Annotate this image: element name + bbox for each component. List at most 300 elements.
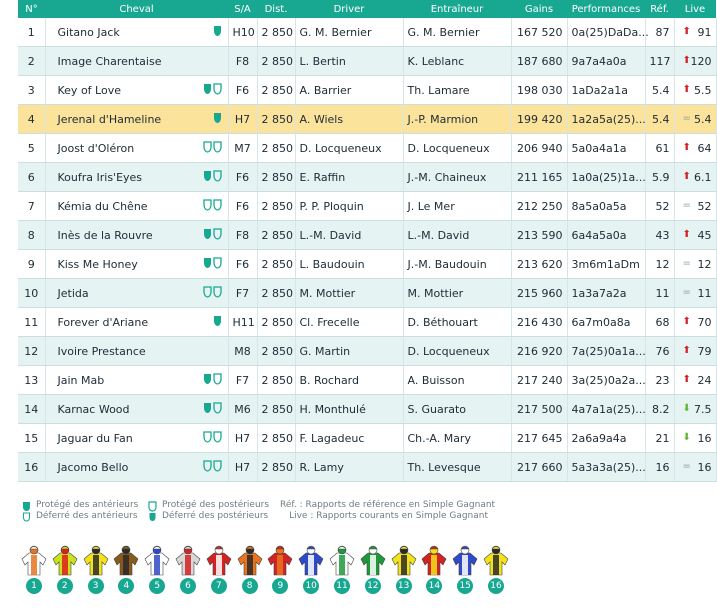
- runner-name-cell[interactable]: [45, 424, 228, 453]
- runner-name[interactable]: Jain Mab: [57, 373, 105, 387]
- col-sa[interactable]: S/A: [228, 0, 257, 18]
- legend-ref-note: Réf. : Rapports de référence en Simple Gagnant: [280, 500, 496, 510]
- live-odds-value: 52: [697, 199, 712, 213]
- silk-jacket[interactable]: [482, 545, 510, 595]
- runner-ref-odds: 76: [645, 337, 674, 366]
- runner-trainer[interactable]: D. Locqueneux: [403, 134, 511, 163]
- shoe-back-icon: [203, 199, 212, 211]
- runner-num: 3: [18, 76, 45, 105]
- shoe-back-icon: [213, 228, 222, 240]
- runner-driver[interactable]: G. Martin: [295, 337, 403, 366]
- runner-live-odds: [674, 366, 716, 395]
- shoe-front-icon: [213, 315, 222, 327]
- live-odds-value: 64: [697, 141, 712, 155]
- jockey-silk-icon: [205, 545, 233, 577]
- runner-dist: 2 850: [257, 18, 295, 47]
- silk-jacket[interactable]: [143, 545, 171, 595]
- runner-live-odds: [674, 47, 716, 76]
- table-row[interactable]: [18, 250, 716, 279]
- table-row[interactable]: [18, 76, 716, 105]
- runner-name-cell[interactable]: [45, 134, 228, 163]
- silk-number-badge: 10: [303, 578, 319, 594]
- runner-name-cell[interactable]: [45, 192, 228, 221]
- runner-trainer[interactable]: K. Leblanc: [403, 47, 511, 76]
- silk-jacket[interactable]: [112, 545, 140, 595]
- trend-up-icon: ⬆: [682, 26, 691, 37]
- runner-name-cell[interactable]: [45, 18, 228, 47]
- runner-name-cell[interactable]: [45, 163, 228, 192]
- shoe-status: [212, 315, 222, 330]
- jockey-silk-icon: [451, 545, 479, 577]
- runner-driver[interactable]: E. Raffin: [295, 163, 403, 192]
- runner-num: 14: [18, 395, 45, 424]
- live-odds-value: 91: [697, 25, 712, 39]
- runner-trainer[interactable]: D. Locqueneux: [403, 337, 511, 366]
- runner-trainer[interactable]: J.-M. Baudouin: [403, 250, 511, 279]
- shoe-status: [212, 25, 222, 40]
- shoe-front-icon: [203, 170, 212, 182]
- runner-ref-odds: 61: [645, 134, 674, 163]
- table-row[interactable]: [18, 337, 716, 366]
- shoe-status: [202, 170, 222, 185]
- silk-number-badge: 8: [242, 578, 258, 594]
- runner-gains: 215 960: [511, 279, 567, 308]
- live-odds-value: 5.5: [694, 83, 712, 97]
- shoe-back-icon: [213, 141, 222, 153]
- runner-num: 13: [18, 366, 45, 395]
- trend-up-icon: ⬆: [682, 374, 691, 385]
- runner-num: 15: [18, 424, 45, 453]
- legend-protege-posterieurs: Protégé des postérieurs: [162, 500, 270, 510]
- runner-name-cell[interactable]: [45, 221, 228, 250]
- runner-live-odds: [674, 453, 716, 482]
- silk-number-badge: 1: [26, 578, 42, 594]
- runner-trainer[interactable]: Th. Levesque: [403, 453, 511, 482]
- runner-name-cell[interactable]: [45, 308, 228, 337]
- jockey-silk-icon: [143, 545, 171, 577]
- shoe-front-icon: [203, 83, 212, 95]
- trend-up-icon: ⬆: [682, 316, 691, 327]
- runner-sa: H7: [228, 105, 257, 134]
- trend-up-icon: ⬆: [682, 55, 691, 66]
- runner-performances: 1a0a(25)1a...: [567, 163, 645, 192]
- live-odds-value: 24: [697, 373, 712, 387]
- jockey-silk-icon: [174, 545, 202, 577]
- runner-sa: F6: [228, 250, 257, 279]
- table-row[interactable]: [18, 18, 716, 47]
- runner-driver[interactable]: D. Locqueneux: [295, 134, 403, 163]
- table-row[interactable]: [18, 308, 716, 337]
- runner-dist: 2 850: [257, 221, 295, 250]
- runner-sa: M8: [228, 337, 257, 366]
- runner-live-odds: [674, 105, 716, 134]
- shoe-back-icon: [213, 83, 222, 95]
- runner-performances: 1aDa2a1a: [567, 76, 645, 105]
- runner-sa: H7: [228, 424, 257, 453]
- legend-notes: [280, 500, 496, 522]
- runner-gains: 217 660: [511, 453, 567, 482]
- live-odds-value: 16: [697, 431, 712, 445]
- col-num[interactable]: N°: [18, 0, 45, 18]
- runner-ref-odds: 43: [645, 221, 674, 250]
- col-ref[interactable]: Réf.: [645, 0, 674, 18]
- runner-gains: 213 590: [511, 221, 567, 250]
- silk-number-badge: 12: [365, 578, 381, 594]
- runner-performances: 7a(25)0a1a...: [567, 337, 645, 366]
- runner-num: 11: [18, 308, 45, 337]
- legend-protege-anterieurs: Protégé des antérieurs: [36, 500, 139, 510]
- silk-number-badge: 6: [180, 578, 196, 594]
- shoe-back-icon: [203, 431, 212, 443]
- runner-performances: 4a7a1a(25)...: [567, 395, 645, 424]
- jockey-silk-icon: [236, 545, 264, 577]
- runner-ref-odds: 117: [645, 47, 674, 76]
- runner-live-odds: [674, 395, 716, 424]
- runner-dist: 2 850: [257, 279, 295, 308]
- runner-dist: 2 850: [257, 453, 295, 482]
- silk-jacket[interactable]: [205, 545, 233, 595]
- silks-row: [18, 545, 538, 595]
- shoe-back-icon: [213, 286, 222, 298]
- shoe-front-icon: [213, 112, 222, 124]
- runner-name[interactable]: Karnac Wood: [57, 402, 130, 416]
- runner-driver[interactable]: M. Mottier: [295, 279, 403, 308]
- runner-sa: M7: [228, 134, 257, 163]
- runner-name[interactable]: Ivoire Prestance: [57, 344, 146, 358]
- table-row[interactable]: [18, 366, 716, 395]
- live-odds-value: 70: [697, 315, 712, 329]
- runner-performances: 1a2a5a(25)...: [567, 105, 645, 134]
- shoe-front-icon: [203, 257, 212, 269]
- col-dist[interactable]: Dist.: [257, 0, 295, 18]
- runner-driver[interactable]: P. P. Ploquin: [295, 192, 403, 221]
- shoe-back-icon: [213, 199, 222, 211]
- silk-number-badge: 5: [149, 578, 165, 594]
- shoe-front-icon: [213, 25, 222, 37]
- shoe-status: [202, 228, 222, 243]
- runner-driver[interactable]: F. Lagadeuc: [295, 424, 403, 453]
- trend-up-icon: ⬆: [682, 229, 691, 240]
- runner-name[interactable]: Jacomo Bello: [57, 460, 129, 474]
- runner-num: 5: [18, 134, 45, 163]
- col-driver[interactable]: Driver: [295, 0, 403, 18]
- runner-gains: 167 520: [511, 18, 567, 47]
- silk-jacket[interactable]: [82, 545, 110, 595]
- shoe-front-icon: [22, 501, 31, 523]
- table-row[interactable]: [18, 453, 716, 482]
- runner-num: 6: [18, 163, 45, 192]
- shoe-status: [202, 431, 222, 446]
- trend-equal-icon: =: [682, 461, 691, 472]
- trend-equal-icon: =: [682, 258, 691, 269]
- trend-up-icon: ⬆: [682, 142, 691, 153]
- runner-trainer[interactable]: J.-M. Chaineux: [403, 163, 511, 192]
- jockey-silk-icon: [266, 545, 294, 577]
- jockey-silk-icon: [359, 545, 387, 577]
- col-cheval[interactable]: Cheval: [45, 0, 228, 18]
- jockey-silk-icon: [112, 545, 140, 577]
- live-odds-value: 79: [697, 344, 712, 358]
- shoe-back-icon: [148, 501, 157, 523]
- runner-gains: 206 940: [511, 134, 567, 163]
- jockey-silk-icon: [328, 545, 356, 577]
- runner-trainer[interactable]: D. Béthouart: [403, 308, 511, 337]
- table-row[interactable]: [18, 134, 716, 163]
- runner-dist: 2 850: [257, 337, 295, 366]
- runner-sa: F7: [228, 279, 257, 308]
- silk-jacket[interactable]: [297, 545, 325, 595]
- runner-gains: 212 250: [511, 192, 567, 221]
- runner-gains: 199 420: [511, 105, 567, 134]
- runner-name-cell[interactable]: [45, 250, 228, 279]
- runner-name[interactable]: Jaguar du Fan: [57, 431, 133, 445]
- runner-dist: 2 850: [257, 76, 295, 105]
- live-odds-value: 45: [697, 228, 712, 242]
- runner-dist: 2 850: [257, 105, 295, 134]
- runner-name[interactable]: Kémia du Chêne: [57, 199, 148, 213]
- runner-name-cell[interactable]: [45, 337, 228, 366]
- silk-number-badge: 7: [211, 578, 227, 594]
- trend-up-icon: ⬆: [682, 171, 691, 182]
- shoe-status: [202, 373, 222, 388]
- table-row[interactable]: [18, 279, 716, 308]
- runner-num: 10: [18, 279, 45, 308]
- runner-driver[interactable]: Cl. Frecelle: [295, 308, 403, 337]
- runner-performances: 5a0a4a1a: [567, 134, 645, 163]
- col-gains[interactable]: Gains: [511, 0, 567, 18]
- runner-ref-odds: 8.2: [645, 395, 674, 424]
- silk-jacket[interactable]: [420, 545, 448, 595]
- runner-live-odds: [674, 308, 716, 337]
- runner-name[interactable]: Image Charentaise: [57, 54, 162, 68]
- runner-num: 4: [18, 105, 45, 134]
- runner-live-odds: [674, 279, 716, 308]
- runner-performances: 3m6m1aDm: [567, 250, 645, 279]
- silk-number-badge: 3: [88, 578, 104, 594]
- runner-name-cell[interactable]: [45, 279, 228, 308]
- runner-trainer[interactable]: J.-P. Marmion: [403, 105, 511, 134]
- live-odds-value: 6.1: [694, 170, 712, 184]
- col-entraineur[interactable]: Entraîneur: [403, 0, 511, 18]
- runner-driver[interactable]: B. Rochard: [295, 366, 403, 395]
- silk-jacket[interactable]: [390, 545, 418, 595]
- runner-num: 9: [18, 250, 45, 279]
- live-odds-value: 16: [697, 460, 712, 474]
- runner-num: 8: [18, 221, 45, 250]
- silk-number-badge: 14: [426, 578, 442, 594]
- runner-num: 16: [18, 453, 45, 482]
- runner-gains: 198 030: [511, 76, 567, 105]
- runner-dist: 2 850: [257, 250, 295, 279]
- runner-driver[interactable]: A. Barrier: [295, 76, 403, 105]
- live-odds-value: 12: [697, 257, 712, 271]
- runner-performances: 9a7a4a0a: [567, 47, 645, 76]
- table-row[interactable]: [18, 221, 716, 250]
- runner-ref-odds: 5.4: [645, 105, 674, 134]
- runner-live-odds: [674, 134, 716, 163]
- runner-trainer[interactable]: Ch.-A. Mary: [403, 424, 511, 453]
- runner-ref-odds: 11: [645, 279, 674, 308]
- runner-ref-odds: 21: [645, 424, 674, 453]
- silk-jacket[interactable]: [359, 545, 387, 595]
- runner-num: 12: [18, 337, 45, 366]
- runner-live-odds: [674, 337, 716, 366]
- runner-name[interactable]: Jerenal d'Hameline: [57, 112, 162, 126]
- runner-gains: 216 430: [511, 308, 567, 337]
- silk-number-badge: 4: [118, 578, 134, 594]
- runner-sa: F8: [228, 221, 257, 250]
- legend-posterieurs: [148, 500, 269, 522]
- runner-trainer[interactable]: G. M. Bernier: [403, 18, 511, 47]
- runner-live-odds: [674, 18, 716, 47]
- runner-name[interactable]: Gitano Jack: [57, 25, 120, 39]
- runner-name-cell[interactable]: [45, 105, 228, 134]
- live-odds-value: 5.4: [694, 112, 712, 126]
- runner-live-odds: [674, 424, 716, 453]
- live-odds-value: 7.5: [694, 402, 712, 416]
- runner-sa: F6: [228, 192, 257, 221]
- jockey-silk-icon: [297, 545, 325, 577]
- runner-driver[interactable]: A. Wiels: [295, 105, 403, 134]
- runner-trainer[interactable]: L.-M. David: [403, 221, 511, 250]
- runner-dist: 2 850: [257, 395, 295, 424]
- runner-name-cell[interactable]: [45, 453, 228, 482]
- trend-equal-icon: =: [682, 200, 691, 211]
- runner-name[interactable]: Inès de la Rouvre: [57, 228, 153, 242]
- shoe-back-icon: [213, 431, 222, 443]
- runner-trainer[interactable]: Th. Lamare: [403, 76, 511, 105]
- runner-driver[interactable]: L. Bertin: [295, 47, 403, 76]
- runner-sa: H11: [228, 308, 257, 337]
- jockey-silk-icon: [390, 545, 418, 577]
- runner-trainer[interactable]: S. Guarato: [403, 395, 511, 424]
- runner-name[interactable]: Koufra Iris'Eyes: [57, 170, 143, 184]
- runner-dist: 2 850: [257, 192, 295, 221]
- jockey-silk-icon: [482, 545, 510, 577]
- runner-sa: H10: [228, 18, 257, 47]
- silk-jacket[interactable]: [20, 545, 48, 595]
- shoe-front-icon: [203, 228, 212, 240]
- runner-ref-odds: 23: [645, 366, 674, 395]
- runner-trainer[interactable]: J. Le Mer: [403, 192, 511, 221]
- runner-dist: 2 850: [257, 47, 295, 76]
- runner-name[interactable]: Kiss Me Honey: [57, 257, 138, 271]
- legend-deferre-posterieurs: Déferré des postérieurs: [162, 511, 269, 521]
- shoe-back-icon: [203, 460, 212, 472]
- runner-performances: 6a4a5a0a: [567, 221, 645, 250]
- runners-table: [18, 0, 717, 482]
- legend-live-note: Live : Rapports courants en Simple Gagnant: [289, 511, 488, 521]
- silk-jacket[interactable]: [174, 545, 202, 595]
- runner-trainer[interactable]: A. Buisson: [403, 366, 511, 395]
- shoe-back-icon: [213, 257, 222, 269]
- trend-up-icon: ⬆: [682, 345, 691, 356]
- runner-num: 7: [18, 192, 45, 221]
- runner-performances: 2a6a9a4a: [567, 424, 645, 453]
- silk-jacket[interactable]: [236, 545, 264, 595]
- shoe-front-icon: [203, 373, 212, 385]
- table-row[interactable]: [18, 163, 716, 192]
- runner-name-cell[interactable]: [45, 395, 228, 424]
- runner-performances: 6a7m0a8a: [567, 308, 645, 337]
- runner-trainer[interactable]: M. Mottier: [403, 279, 511, 308]
- runner-name-cell[interactable]: [45, 47, 228, 76]
- runner-num: 1: [18, 18, 45, 47]
- runner-ref-odds: 5.9: [645, 163, 674, 192]
- silk-number-badge: 2: [57, 578, 73, 594]
- runner-ref-odds: 16: [645, 453, 674, 482]
- runner-driver[interactable]: L.-M. David: [295, 221, 403, 250]
- runner-dist: 2 850: [257, 308, 295, 337]
- runner-dist: 2 850: [257, 163, 295, 192]
- table-row[interactable]: [18, 47, 716, 76]
- runner-name-cell[interactable]: [45, 76, 228, 105]
- shoe-status: [202, 460, 222, 475]
- trend-equal-icon: =: [682, 287, 691, 298]
- shoe-status: [202, 257, 222, 272]
- runner-dist: 2 850: [257, 424, 295, 453]
- col-live[interactable]: Live: [674, 0, 716, 18]
- runner-gains: 211 165: [511, 163, 567, 192]
- runner-ref-odds: 87: [645, 18, 674, 47]
- table-row[interactable]: [18, 105, 716, 134]
- table-header: [18, 0, 716, 18]
- jockey-silk-icon: [20, 545, 48, 577]
- runner-name-cell[interactable]: [45, 366, 228, 395]
- shoe-back-icon: [203, 141, 212, 153]
- table-row[interactable]: [18, 424, 716, 453]
- runner-num: 2: [18, 47, 45, 76]
- jockey-silk-icon: [82, 545, 110, 577]
- runner-gains: 216 920: [511, 337, 567, 366]
- shoe-back-icon: [203, 286, 212, 298]
- runner-name[interactable]: Forever d'Ariane: [57, 315, 149, 329]
- runner-sa: F7: [228, 366, 257, 395]
- runner-driver[interactable]: H. Monthulé: [295, 395, 403, 424]
- table-row[interactable]: [18, 395, 716, 424]
- trend-down-icon: ⬇: [682, 432, 691, 443]
- trend-equal-icon: =: [682, 113, 691, 124]
- shoe-status: [202, 141, 222, 156]
- runner-driver[interactable]: L. Baudouin: [295, 250, 403, 279]
- runner-sa: F6: [228, 76, 257, 105]
- trend-down-icon: ⬇: [682, 403, 691, 414]
- runner-name[interactable]: Key of Love: [57, 83, 121, 97]
- silk-number-badge: 15: [457, 578, 473, 594]
- runner-performances: 3a(25)0a2a...: [567, 366, 645, 395]
- runner-performances: 5a3a3a(25)...: [567, 453, 645, 482]
- silk-jacket[interactable]: [266, 545, 294, 595]
- silk-jacket[interactable]: [451, 545, 479, 595]
- runner-sa: F6: [228, 163, 257, 192]
- shoe-back-icon: [213, 460, 222, 472]
- runner-driver[interactable]: G. M. Bernier: [295, 18, 403, 47]
- runner-ref-odds: 68: [645, 308, 674, 337]
- runner-name[interactable]: Joost d'Oléron: [57, 141, 135, 155]
- shoe-status: [202, 286, 222, 301]
- jockey-silk-icon: [51, 545, 79, 577]
- runner-driver[interactable]: R. Lamy: [295, 453, 403, 482]
- runner-name[interactable]: Jetida: [57, 286, 89, 300]
- shoe-back-icon: [213, 170, 222, 182]
- silk-jacket[interactable]: [328, 545, 356, 595]
- silk-jacket[interactable]: [51, 545, 79, 595]
- table-row[interactable]: [18, 192, 716, 221]
- runner-performances: 0a(25)DaDa...: [567, 18, 645, 47]
- silk-number-badge: 9: [272, 578, 288, 594]
- col-performances[interactable]: Performances: [567, 0, 645, 18]
- runner-ref-odds: 12: [645, 250, 674, 279]
